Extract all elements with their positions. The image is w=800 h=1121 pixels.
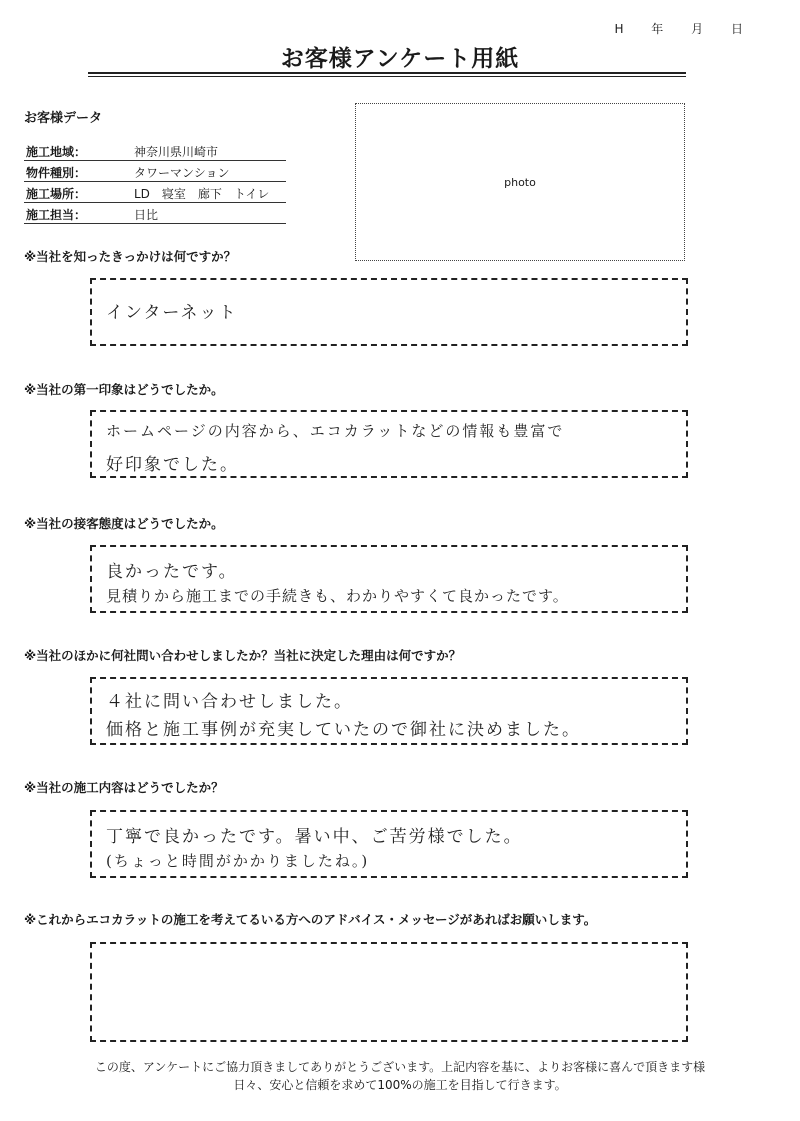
footer-message: [0, 1058, 800, 1094]
title-underline-thin: [88, 76, 686, 77]
info-label: 物件種別：: [26, 166, 87, 180]
answer-5-line-1: 丁寧で良かったです。暑い中、ご苦労様でした。: [106, 827, 523, 847]
footer-line-1: この度、アンケートにご協力頂きましてありがとうございます。上記内容を基に、よりお客様に喜んで頂きます様: [94, 1060, 706, 1074]
customer-data-heading: お客様データ: [24, 111, 103, 126]
info-row-area: [24, 140, 286, 161]
title-underline: [88, 72, 686, 74]
date-day: 日: [730, 22, 744, 36]
customer-data-table: [24, 140, 286, 224]
photo-placeholder: [355, 103, 685, 261]
answer-box-1: [90, 278, 688, 346]
answer-4-line-1: ４社に問い合わせしました。: [106, 692, 353, 712]
answer-box-6: [90, 942, 688, 1042]
info-row-location: [24, 182, 286, 203]
answer-2-line-1: ホームページの内容から、エコカラットなどの情報も豊富で: [106, 422, 565, 440]
date-year: 年: [651, 22, 665, 36]
answer-box-5: [90, 810, 688, 878]
answer-3-line-1: 良かったです。: [106, 562, 238, 582]
date-era: H: [614, 22, 625, 36]
answer-3-line-2: 見積りから施工までの手続きも、わかりやすくて良かったです。: [106, 587, 569, 605]
info-value: タワーマンション: [134, 166, 230, 180]
question-4: ※当社のほかに何社問い合わせしましたか？当社に決定した理由は何ですか？: [24, 648, 462, 663]
question-5: ※当社の施工内容はどうでしたか？: [24, 780, 224, 795]
answer-box-2: [90, 410, 688, 478]
answer-1-line-1: インターネット: [106, 303, 238, 323]
info-label: 施工地域：: [26, 145, 87, 159]
answer-2-line-2: 好印象でした。: [106, 455, 239, 475]
question-1: ※当社を知ったきっかけは何ですか？: [24, 249, 237, 264]
answer-5-line-2: (ちょっと時間がかかりましたね。): [106, 852, 370, 870]
page-title: お客様アンケート用紙: [280, 46, 520, 72]
info-value: 神奈川県川崎市: [134, 145, 219, 159]
info-value: 日比: [134, 208, 159, 222]
date-month: 月: [691, 22, 705, 36]
date-field: [592, 20, 744, 37]
info-value: LD 寝室 廊下 トイレ: [134, 187, 270, 201]
question-2: ※当社の第一印象はどうでしたか。: [24, 382, 224, 397]
photo-label: photo: [504, 175, 536, 189]
info-label: 施工担当：: [26, 208, 87, 222]
info-label: 施工場所：: [26, 187, 87, 201]
info-row-staff: [24, 203, 286, 224]
answer-box-4: [90, 677, 688, 745]
question-6: ※これからエコカラットの施工を考えてるいる方へのアドバイス・メッセージがあればお願いします。: [24, 912, 597, 927]
answer-4-line-2: 価格と施工事例が充実していたので御社に決めました。: [106, 720, 581, 740]
answer-box-3: [90, 545, 688, 613]
footer-line-2: 日々、安心と信頼を求めて100%の施工を目指して行きます。: [233, 1078, 567, 1092]
info-row-property-type: [24, 161, 286, 182]
question-3: ※当社の接客態度はどうでしたか。: [24, 516, 224, 531]
